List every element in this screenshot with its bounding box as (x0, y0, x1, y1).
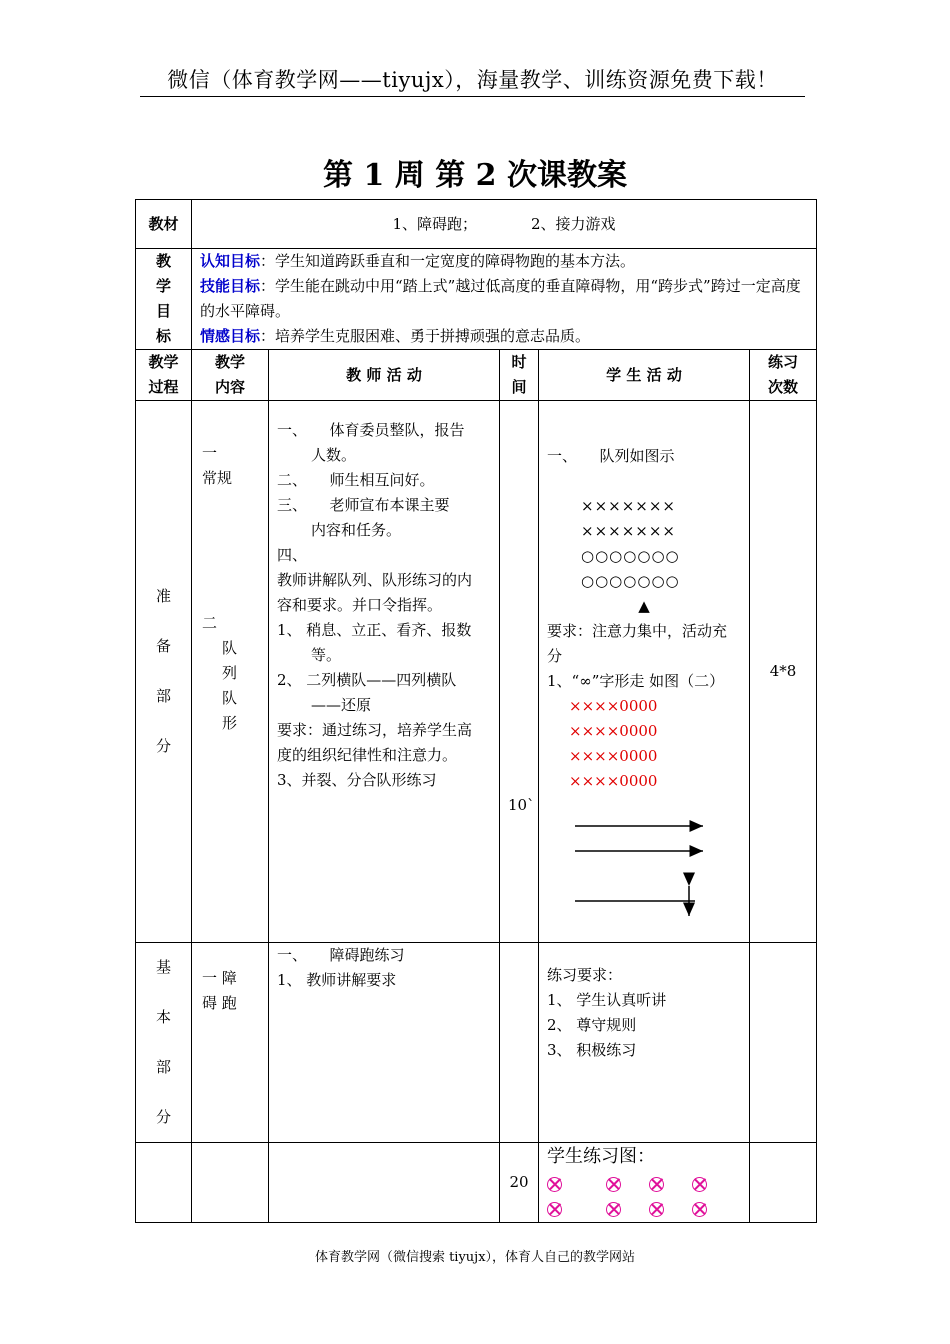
prep-content-routine: 一 常规 (202, 444, 233, 487)
page-title: 第 1 周 第 2 次课教案 (323, 158, 627, 193)
basic-teacher: 一、 障碍跑练习 1、 教师讲解要求 (269, 943, 500, 1143)
goals-cell (192, 249, 817, 350)
marker-circle-icon (649, 1202, 664, 1217)
practice-student (539, 1143, 750, 1223)
practice-heading: 学生练习图： (547, 1146, 655, 1167)
practice-time: 20 (500, 1143, 539, 1223)
prep-student (539, 401, 750, 943)
materials-item-2: 2、接力游戏 (531, 214, 616, 233)
col-student: 学 生 活 动 (539, 350, 750, 401)
goal-cognitive: 认知目标：学生知道跨跃垂直和一定宽度的障碍物跑的基本方法。 (200, 252, 636, 270)
practice-label (136, 1143, 192, 1223)
materials-label: 教材 (136, 200, 192, 249)
page-footer: 体育教学网（微信搜索 tiyujx），体育人自己的教学网站 (314, 1250, 636, 1265)
formation-diagram: ××××××× ××××××× ○○○○○○○ ○○○○○○○ (581, 497, 680, 590)
drill-instruction: 1、“∞”字形走 如图（二） (547, 672, 725, 690)
header-divider (140, 96, 805, 97)
marker-circle-icon (547, 1177, 562, 1192)
col-reps: 练习 次数 (750, 350, 817, 401)
practice-reps (750, 1143, 817, 1223)
prep-teacher: 一、 体育委员整队，报告 人数。 二、 师生相互问好。 三、 老师宣布本课主要 内容和任务。 四、 教师讲解队列、队形练习的内 容和要求。并口令指挥。 1、 稍息、立正、看齐、报数 等。 2、 二列横队——四列横队 ——还原 要求：通过练习，培养学生高 度的组织纪律性和注意力。 3、并裂、分合队形练习 (269, 401, 500, 943)
col-process: 教学 过程 (136, 350, 192, 401)
basic-label: 基 本 部 分 (136, 943, 192, 1143)
goals-label: 教 学 目 标 (136, 249, 192, 350)
marker-circle-icon (606, 1177, 621, 1192)
basic-content: 一 障 碍 跑 (192, 943, 269, 1143)
col-time: 时 间 (500, 350, 539, 401)
prep-student-heading: 一、 队列如图示 (547, 447, 675, 465)
goal-emotion: 情感目标：培养学生克服困难、勇于拼搏顽强的意志品质。 (200, 327, 591, 345)
marker-circle-icon (649, 1177, 664, 1192)
page-header: 微信（体育教学网——tiyujx），海量教学、训练资源免费下载！ (167, 68, 778, 92)
basic-reps (750, 943, 817, 1143)
prep-reps: 4*8 (750, 401, 817, 943)
prep-content (192, 401, 269, 943)
practice-content (192, 1143, 269, 1223)
practice-teacher (269, 1143, 500, 1223)
prep-time: 10` (500, 401, 539, 943)
prep-label: 准 备 部 分 (136, 401, 192, 943)
materials-item-1: 1、障碍跑； (392, 214, 478, 233)
drill-diagram: ××××0000 ××××0000 ××××0000 ××××0000 (569, 697, 658, 790)
basic-student: 练习要求： 1、 学生认真听讲 2、 尊守规则 3、 积极练习 (539, 943, 750, 1143)
materials-cell (192, 200, 817, 249)
teacher-marker: ▲ (638, 597, 650, 615)
col-content: 教学 内容 (192, 350, 269, 401)
practice-diagram (547, 1171, 741, 1221)
marker-circle-icon (547, 1202, 562, 1217)
goal-skill: 技能目标：学生能在跳动中用“踏上式”越过低高度的垂直障碍物，用“跨步式”跨过一定高度的水平障碍。 (200, 277, 801, 320)
col-teacher: 教 师 活 动 (269, 350, 500, 401)
lesson-plan-table (135, 199, 817, 1223)
basic-time (500, 943, 539, 1143)
marker-circle-icon (606, 1202, 621, 1217)
prep-requirement: 要求：注意力集中，活动充分 (547, 622, 728, 665)
marker-circle-icon (692, 1177, 707, 1192)
prep-content-formation: 二 队 列 队 形 (202, 614, 238, 732)
marker-circle-icon (692, 1202, 707, 1217)
drill-arrows (547, 804, 742, 924)
